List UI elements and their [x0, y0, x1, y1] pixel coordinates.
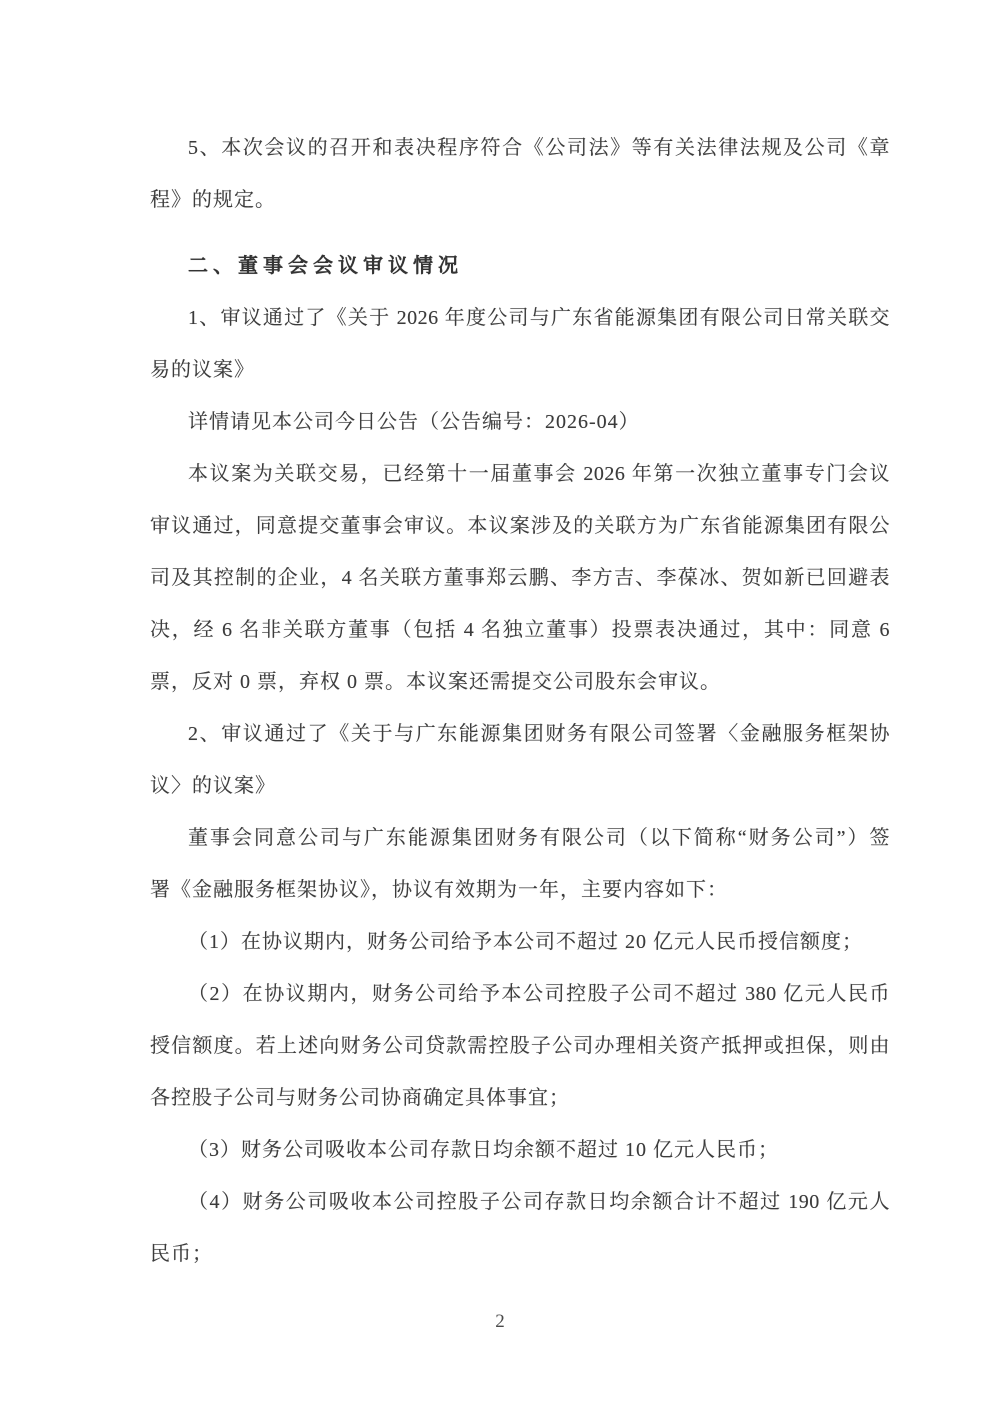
- text-line: （2）在协议期内，财务公司给予本公司控股子公司不超过 380 亿元人民币: [188, 983, 890, 1005]
- text-line: 司及其控制的企业，4 名关联方董事郑云鹏、李方吉、李葆冰、贺如新已回避表: [150, 567, 890, 589]
- text-line: 审议通过，同意提交董事会审议。本议案涉及的关联方为广东省能源集团有限公: [150, 515, 890, 537]
- text-line: 5、本次会议的召开和表决程序符合《公司法》等有关法律法规及公司《章: [188, 137, 890, 159]
- page-number: 2: [495, 1311, 505, 1332]
- text-line: 2、审议通过了《关于与广东能源集团财务有限公司签署〈金融服务框架协: [188, 723, 890, 745]
- text-line: 决，经 6 名非关联方董事（包括 4 名独立董事）投票表决通过，其中：同意 6: [150, 619, 890, 641]
- section-heading: 二、董事会会议审议情况: [188, 255, 463, 277]
- text-line: （1）在协议期内，财务公司给予本公司不超过 20 亿元人民币授信额度；: [188, 931, 863, 953]
- text-line: （3）财务公司吸收本公司存款日均余额不超过 10 亿元人民币；: [188, 1139, 779, 1161]
- text-line: 票，反对 0 票，弃权 0 票。本议案还需提交公司股东会审议。: [150, 671, 721, 693]
- text-line: 各控股子公司与财务公司协商确定具体事宜；: [150, 1087, 570, 1109]
- text-line: 1、审议通过了《关于 2026 年度公司与广东省能源集团有限公司日常关联交: [188, 307, 890, 329]
- text-line: 董事会同意公司与广东能源集团财务有限公司（以下简称“财务公司”）签: [188, 827, 890, 849]
- text-line: （4）财务公司吸收本公司控股子公司存款日均余额合计不超过 190 亿元人: [188, 1191, 890, 1213]
- text-line: 授信额度。若上述向财务公司贷款需控股子公司办理相关资产抵押或担保，则由: [150, 1035, 890, 1057]
- text-line: 程》的规定。: [150, 189, 276, 211]
- text-line: 议〉的议案》: [150, 775, 276, 797]
- text-line: 本议案为关联交易，已经第十一届董事会 2026 年第一次独立董事专门会议: [188, 463, 890, 485]
- document-body: [150, 122, 890, 1280]
- text-line: 易的议案》: [150, 359, 255, 381]
- text-line: 详情请见本公司今日公告（公告编号：2026-04）: [188, 411, 640, 433]
- text-line: 民币；: [150, 1243, 213, 1265]
- text-line: 署《金融服务框架协议》，协议有效期为一年，主要内容如下：: [150, 879, 728, 901]
